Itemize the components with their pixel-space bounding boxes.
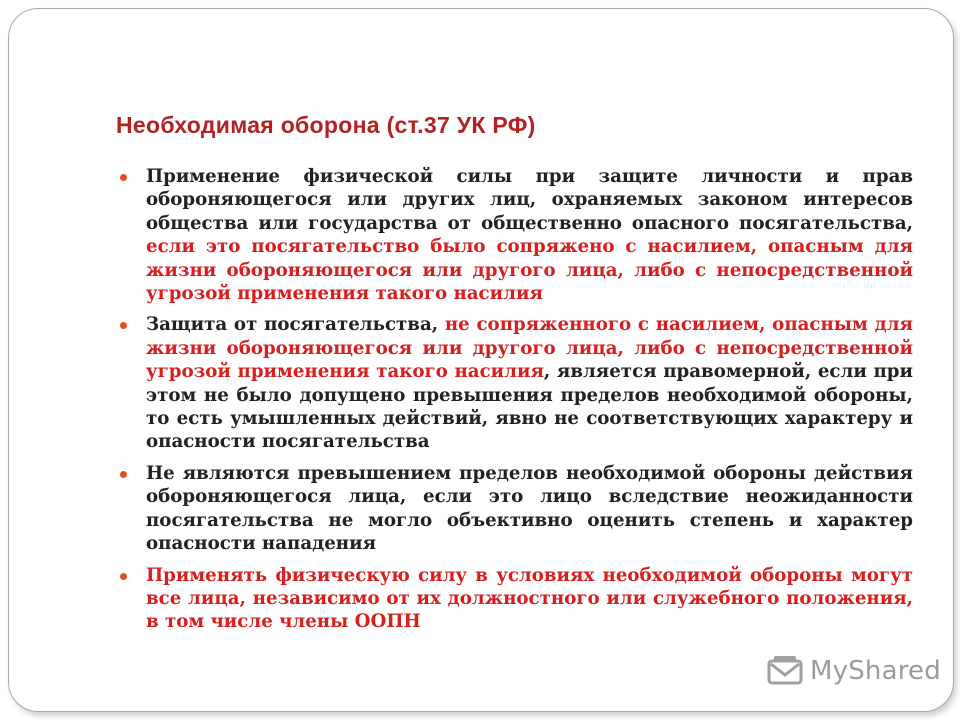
bullet-emphasis: Применять физическую силу в условиях необходимой обороны могут все лица, независимо от их должностного или служебного положения, в том числе члены ООПН xyxy=(146,564,913,633)
bullet-emphasis: не сопряженного с насилием, опасным для жизни обороняющегося или другого лица, либо с непосредственной угрозой применения такого насилия xyxy=(146,314,913,383)
bullet-marker xyxy=(120,322,127,329)
slide-frame xyxy=(8,8,954,712)
bullet-item-2 xyxy=(116,313,913,453)
slide-title: Необходимая оборона (ст.37 УК РФ) xyxy=(116,112,536,138)
bullet-item-3 xyxy=(116,462,913,556)
bullet-text: Применение физической силы при защите личности и прав обороняющегося или других лиц, охраняемых законом интересов общества или государства от общественно опасного посягательства, xyxy=(146,166,913,234)
bullet-marker xyxy=(120,573,127,580)
mail-icon xyxy=(766,655,804,687)
bullet-text: Не являются превышением пределов необходимой обороны действия обороняющегося лица, если это лицо вследствие неожиданности посягательства не могло объективно оценить степень и характер опасности нападения xyxy=(146,462,913,555)
bullet-text: Защита от посягательства, xyxy=(146,314,445,336)
bullet-marker xyxy=(120,174,127,181)
bullet-item-1 xyxy=(116,165,913,305)
watermark xyxy=(766,655,941,687)
bullet-emphasis: если это посягательство было сопряжено с насилием, опасным для жизни обороняющегося или другого лица, либо с непосредственной угрозой применения такого насилия xyxy=(146,236,913,305)
bullet-list xyxy=(116,165,913,642)
watermark-text: MyShared xyxy=(810,656,941,686)
bullet-item-4 xyxy=(116,564,913,634)
bullet-marker xyxy=(120,471,127,478)
bullet-text: , является правомерной, если при этом не было допущено превышения пределов необходимой обороны, то есть умышленных действий, явно не соответствующих характеру и опасности посягательства xyxy=(146,361,913,453)
